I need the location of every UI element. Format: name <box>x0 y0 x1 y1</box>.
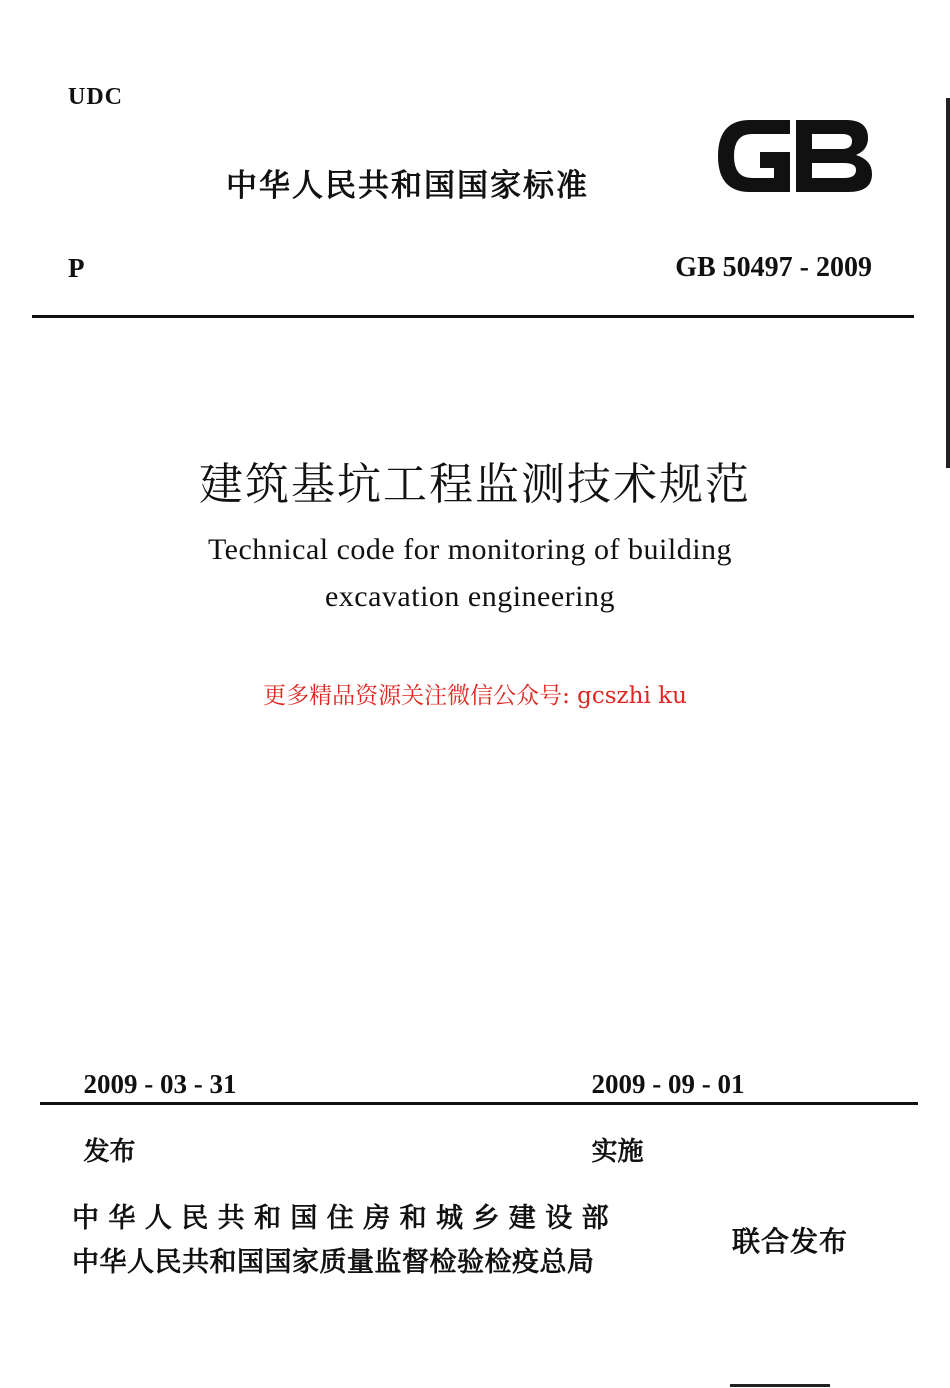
implement-date: 2009 - 09 - 01 <box>591 1069 745 1099</box>
implement-label: 实施 <box>591 1137 644 1167</box>
gb-logo-graphic <box>710 112 876 200</box>
scan-edge-mark <box>946 98 950 468</box>
promo-text: 更多精品资源关注微信公众号: gcszhi ku <box>263 683 687 709</box>
issue-label: 发布 <box>83 1137 136 1167</box>
issuer-ministry-housing: 中华人民共和国住房和城乡建设部 <box>72 1203 618 1234</box>
title-english-line1: Technical code for monitoring of building <box>207 533 733 566</box>
scan-bottom-mark <box>730 1384 830 1387</box>
udc-label: UDC <box>68 84 123 110</box>
top-divider <box>32 315 914 318</box>
standard-number: GB 50497 - 2009 <box>675 252 872 283</box>
gb-logo <box>710 112 876 200</box>
title-chinese: 建筑基坑工程监测技术规范 <box>199 459 751 510</box>
national-standard-heading: 中华人民共和国国家标准 <box>226 168 589 204</box>
bottom-divider <box>40 1102 918 1105</box>
issue-date: 2009 - 03 - 31 <box>83 1069 237 1099</box>
title-english-line2: excavation engineering <box>324 580 616 613</box>
issuer-quality-inspection: 中华人民共和国国家质量监督检验检疫总局 <box>72 1247 595 1278</box>
classification-code: P <box>68 253 85 283</box>
joint-issue-label: 联合发布 <box>732 1225 849 1258</box>
